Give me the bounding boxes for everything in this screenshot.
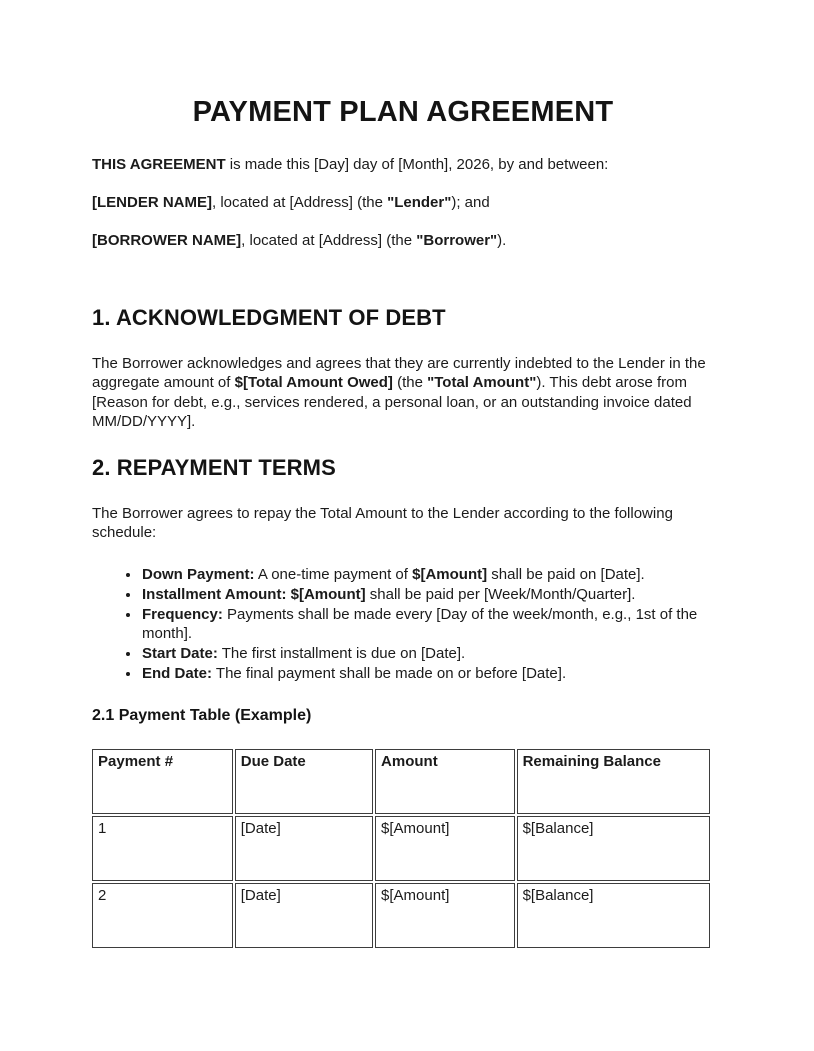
cell-remaining-balance: $[Balance] <box>517 816 710 881</box>
section2-paragraph: The Borrower agrees to repay the Total Amount to the Lender according to the following schedule: <box>92 504 673 541</box>
payment-table <box>90 747 712 950</box>
section1-heading: 1. ACKNOWLEDGMENT OF DEBT <box>92 304 446 330</box>
list-item-frequency: • Frequency: Payments shall be made every [Day of the week/month, e.g., 1st of the month]. <box>141 605 714 644</box>
payment-table-subheading: 2.1 Payment Table (Example) <box>92 707 312 725</box>
column-header-remaining-balance: Remaining Balance <box>517 749 710 814</box>
cell-due-date: [Date] <box>235 883 373 948</box>
cell-payment-number: 1 <box>92 816 233 881</box>
cell-amount: $[Amount] <box>375 883 515 948</box>
list-item-end-date: • End Date: The final payment shall be made on or before [Date]. <box>141 664 714 684</box>
list-item-installment-amount: • Installment Amount: $[Amount] shall be paid per [Week/Month/Quarter]. <box>141 585 714 605</box>
column-header-amount: Amount <box>375 749 515 814</box>
intro-paragraph-agreement: THIS AGREEMENT is made this [Day] day of [Month], 2026, by and between: <box>92 156 609 173</box>
cell-payment-number: 2 <box>92 883 233 948</box>
section1-paragraph: The Borrower acknowledges and agrees that they are currently indebted to the Lender in the aggregate amount of $[Total Amount Owed] (the "Total Amount"). This debt arose from [Reason for debt, e.g., services rendered, a personal loan, or an outstanding invoice dated MM/DD/YYYY]. <box>92 354 706 430</box>
cell-amount: $[Amount] <box>375 816 515 881</box>
repayment-terms-list <box>92 565 714 685</box>
intro-paragraph-borrower: [BORROWER NAME], located at [Address] (the "Borrower"). <box>92 232 507 249</box>
document-title: PAYMENT PLAN AGREEMENT <box>192 96 614 128</box>
column-header-payment-number: Payment # <box>92 749 233 814</box>
table-row <box>92 883 710 948</box>
intro-paragraph-lender: [LENDER NAME], located at [Address] (the "Lender"); and <box>92 194 490 211</box>
cell-remaining-balance: $[Balance] <box>517 883 710 948</box>
cell-due-date: [Date] <box>235 816 373 881</box>
section2-heading: 2. REPAYMENT TERMS <box>92 454 336 480</box>
payment-table-header-row <box>92 749 710 814</box>
column-header-due-date: Due Date <box>235 749 373 814</box>
list-item-down-payment: • Down Payment: A one-time payment of $[Amount] shall be paid on [Date]. <box>141 565 714 585</box>
table-row <box>92 816 710 881</box>
list-item-start-date: • Start Date: The first installment is due on [Date]. <box>141 644 714 664</box>
